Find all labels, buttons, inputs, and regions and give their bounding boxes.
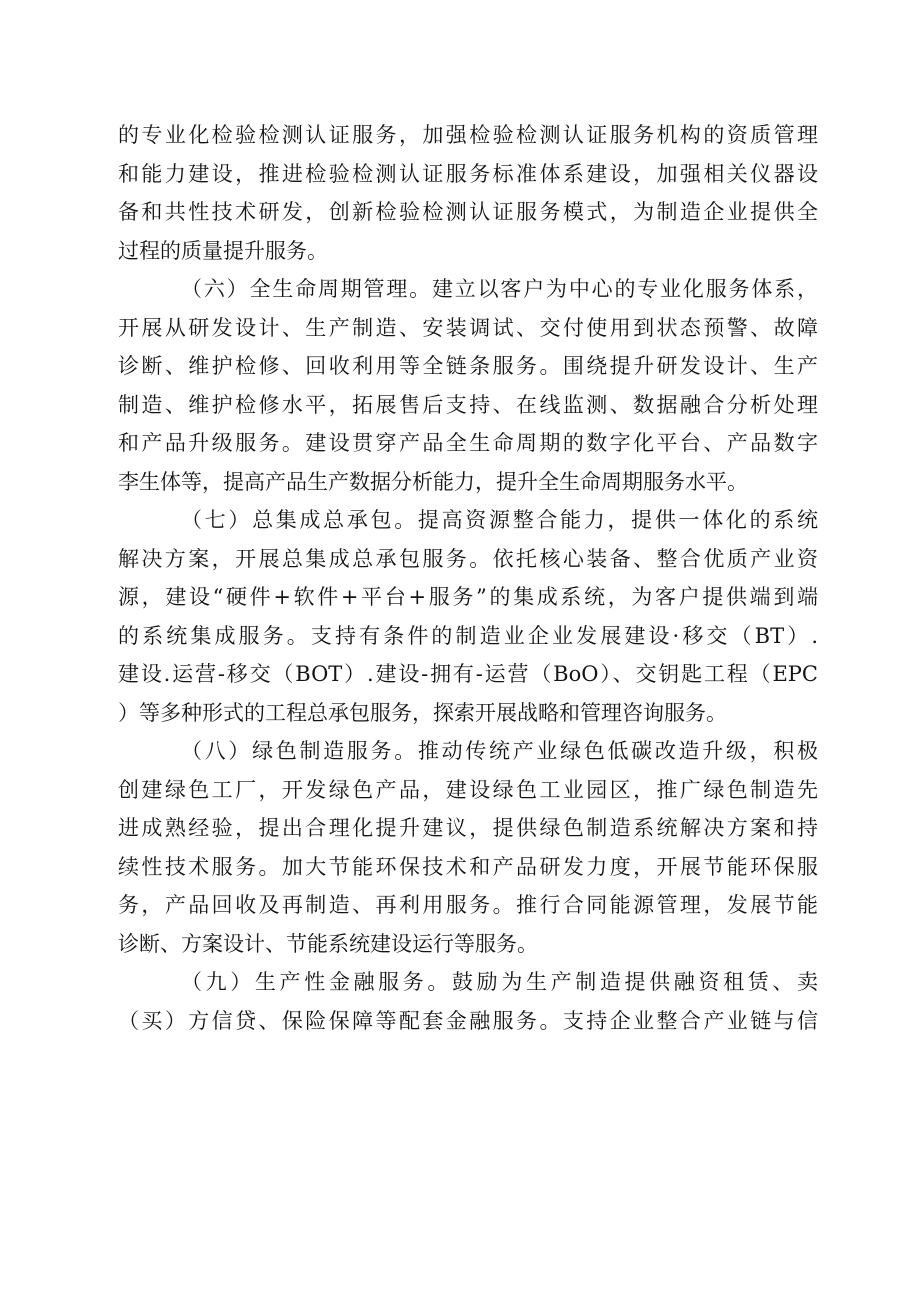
text-line: ）等多种形式的工程总承包服务，探索开展战略和管理咨询服务。: [118, 700, 727, 725]
paragraph-9: [118, 963, 818, 1040]
text-line: 开展从研发设计、生产制造、安装调试、交付使用到状态预警、故障: [118, 315, 818, 340]
text-line: 解决方案，开展总集成总承包服务。依托核心装备、整合优质产业资: [118, 546, 818, 571]
text-line: 过程的质量提升服务。: [118, 238, 328, 263]
body-text: [118, 116, 818, 1040]
text-line: 源，建设“硬件+软件+平台+服务”的集成系统，为客户提供端到端: [118, 585, 818, 609]
paragraph-6: [118, 270, 818, 501]
text-line: 创建绿色工厂，开发绿色产品，建设绿色工业园区，推广绿色制造先: [118, 777, 818, 802]
text-line: 诊断、维护检修、回收利用等全链条服务。围绕提升研发设计、生产: [118, 354, 818, 378]
text-line: （七）总集成总承包。提高资源整合能力，提供一体化的系统: [181, 508, 818, 532]
paragraph-8: [118, 732, 818, 963]
paragraph-7: [118, 501, 818, 732]
text-line: 和产品升级服务。建设贯穿产品全生命周期的数字化平台、产品数字: [118, 431, 818, 455]
text-line: 诊断、方案设计、节能系统建设运行等服务。: [118, 931, 538, 956]
text-line: （八）绿色制造服务。推动传统产业绿色低碳改造升级，积极: [181, 739, 818, 763]
text-line: 李生体等，提高产品生产数据分析能力，提升全生命周期服务水平。: [118, 469, 748, 494]
text-line: 制造、维护检修水平，拓展售后支持、在线监测、数据融合分析处理: [118, 392, 818, 417]
text-line: 和能力建设，推进检验检测认证服务标准体系建设，加强相关仪器设: [118, 161, 818, 186]
text-line: 建设.运营-移交（BOT）.建设-拥有-运营（BoO）、交钥匙工程（EPC: [118, 662, 818, 686]
text-line: （买）方信贷、保险保障等配套金融服务。支持企业整合产业链与信: [118, 1008, 818, 1033]
text-line: （九）生产性金融服务。鼓励为生产制造提供融资租赁、卖: [181, 970, 818, 994]
text-line: 续性技术服务。加大节能环保技术和产品研发力度，开展节能环保服: [118, 854, 818, 879]
text-line: （六）全生命周期管理。建立以客户为中心的专业化服务体系，: [181, 277, 818, 301]
text-line: 备和共性技术研发，创新检验检测认证服务模式，为制造企业提供全: [118, 200, 818, 224]
text-line: 务，产品回收及再制造、再利用服务。推行合同能源管理，发展节能: [118, 893, 818, 917]
text-line: 的系统集成服务。支持有条件的制造业企业发展建设·移交（BT）.: [118, 623, 818, 648]
text-line: 进成熟经验，提出合理化提升建议，提供绿色制造系统解决方案和持: [118, 816, 818, 840]
paragraph-continued: [118, 116, 818, 270]
text-line: 的专业化检验检测认证服务，加强检验检测认证服务机构的资质管理: [118, 123, 818, 147]
